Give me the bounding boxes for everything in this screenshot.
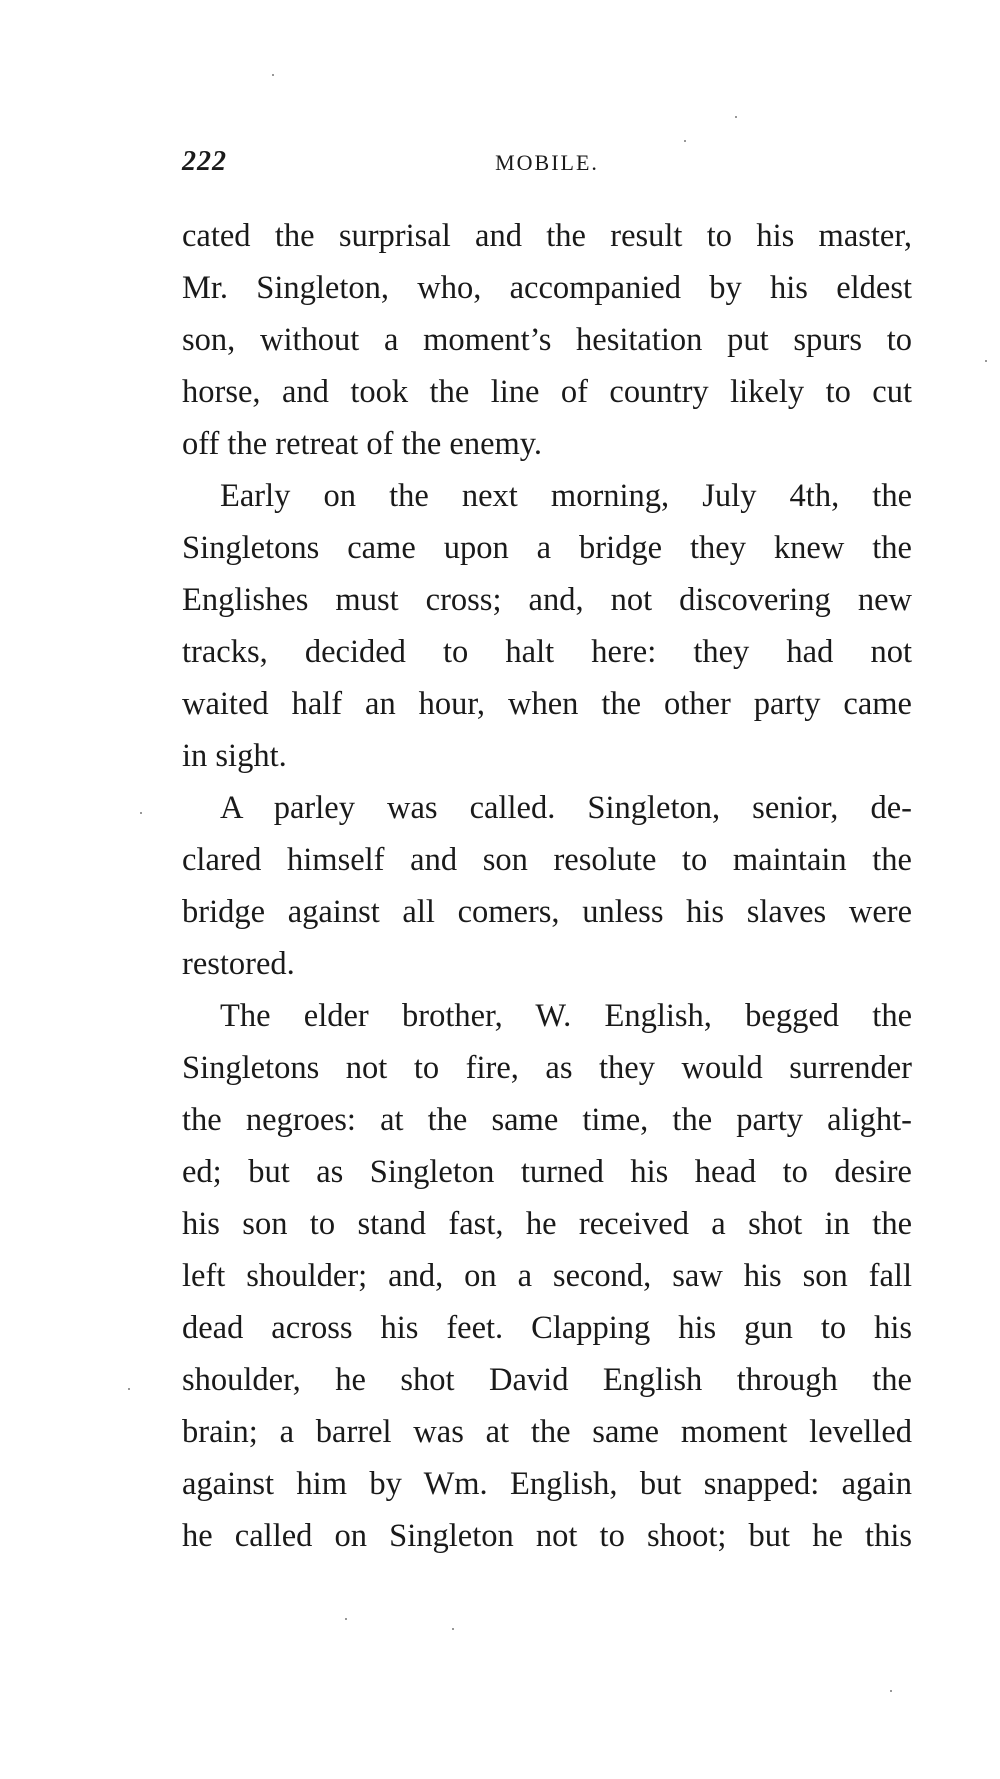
text-line: waited half an hour, when the other party came xyxy=(182,686,912,722)
text-line: Singletons not to fire, as they would surrender xyxy=(182,1050,912,1086)
body-text xyxy=(182,210,912,1562)
paper-speck xyxy=(452,1628,454,1630)
running-head xyxy=(182,146,912,186)
paper-speck xyxy=(735,116,737,118)
running-title: MOBILE. xyxy=(495,150,599,175)
text-line: The elder brother, W. English, begged the xyxy=(220,998,912,1034)
page-number: 222 xyxy=(182,146,227,177)
text-line: cated the surprisal and the result to his master, xyxy=(182,218,912,254)
text-line: off the retreat of the enemy. xyxy=(182,426,543,462)
text-line: dead across his feet. Clapping his gun to his xyxy=(182,1310,912,1346)
text-line: his son to stand fast, he received a shot in the xyxy=(182,1206,912,1242)
text-line: the negroes: at the same time, the party alight- xyxy=(182,1102,912,1138)
text-line: in sight. xyxy=(182,738,287,774)
paper-speck xyxy=(345,1618,347,1620)
text-line: shoulder, he shot David English through the xyxy=(182,1362,912,1398)
paper-speck xyxy=(140,812,142,814)
text-line: tracks, decided to halt here: they had not xyxy=(182,634,912,670)
paper-speck xyxy=(128,1388,130,1390)
paper-speck xyxy=(985,360,987,362)
text-line: bridge against all comers, unless his slaves were xyxy=(182,894,912,930)
text-line: clared himself and son resolute to maintain the xyxy=(182,842,912,878)
text-line: he called on Singleton not to shoot; but he this xyxy=(182,1518,912,1554)
paper-speck xyxy=(272,74,274,76)
text-line: brain; a barrel was at the same moment levelled xyxy=(182,1414,912,1450)
paper-speck xyxy=(890,1690,892,1692)
text-line: horse, and took the line of country likely to cut xyxy=(182,374,912,410)
text-line: against him by Wm. English, but snapped: again xyxy=(182,1466,912,1502)
paper-speck xyxy=(684,140,686,142)
text-line: Englishes must cross; and, not discovering new xyxy=(182,582,912,618)
text-line: Early on the next morning, July 4th, the xyxy=(220,478,912,514)
text-line: Mr. Singleton, who, accompanied by his eldest xyxy=(182,270,912,306)
text-line: son, without a moment’s hesitation put spurs to xyxy=(182,322,912,358)
text-line: restored. xyxy=(182,946,295,982)
text-line: ed; but as Singleton turned his head to desire xyxy=(182,1154,912,1190)
text-line: left shoulder; and, on a second, saw his son fall xyxy=(182,1258,912,1294)
text-line: A parley was called. Singleton, senior, de- xyxy=(220,790,912,826)
text-line: Singletons came upon a bridge they knew the xyxy=(182,530,912,566)
